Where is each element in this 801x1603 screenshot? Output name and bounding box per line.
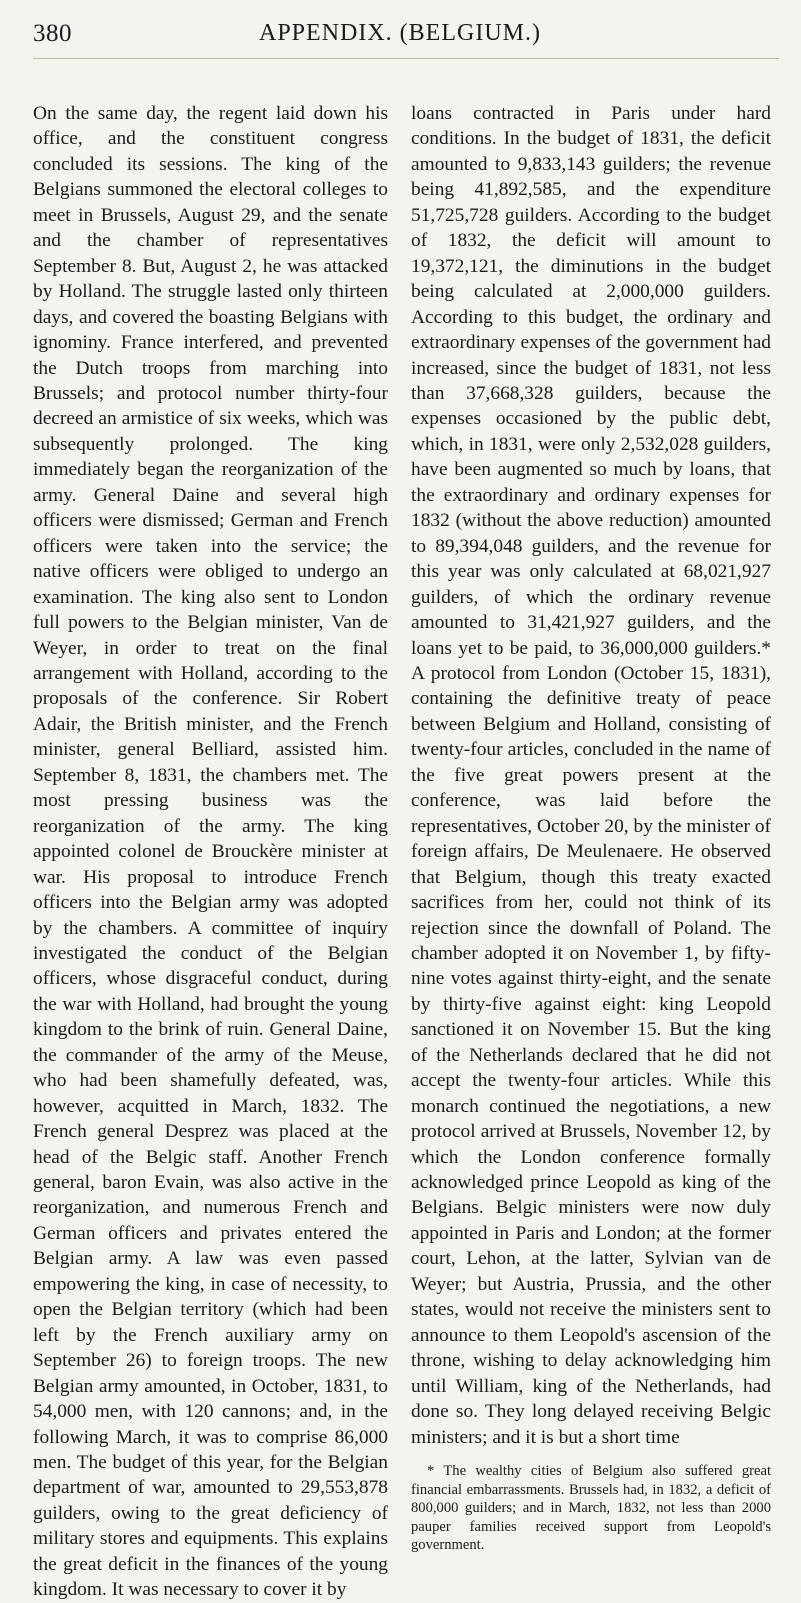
right-column (411, 101, 771, 1555)
left-column (33, 101, 388, 1603)
left-column-text: On the same day, the regent laid down his office, and the constituent congress concluded its sessions. The king of the Belgians summoned the electoral colleges to meet in Brussels, August 29, and the senate and the chamber of representatives September 8. But, August 2, he was attacked by Holland. The struggle lasted only thirteen days, and covered the boasting Belgians with ignominy. France interfered, and prevented the Dutch troops from marching into Brussels; and protocol number thirty-four decreed an armistice of six weeks, which was subsequently prolonged. The king immediately began the reorganization of the army. General Daine and several high officers were dismissed; German and French officers were taken into the service; the native officers were obliged to undergo an examination. The king also sent to London full powers to the Belgian minister, Van de Weyer, in order to treat on the final arrangement with Holland, according to the proposals of the conference. Sir Robert Adair, the British minister, and the French minister, general Belliard, assisted him. September 8, 1831, the chambers met. The most pressing business was the reorganization of the army. The king appointed colonel de Brouckère minister at war. His proposal to introduce French officers into the Belgian army was adopted by the chambers. A committee of inquiry investigated the conduct of the Belgian officers, whose disgraceful conduct, during the war with Holland, had brought the young kingdom to the brink of ruin. General Daine, the commander of the army of the Meuse, who had been shamefully defeated, was, however, acquitted in March, 1832. The French general Desprez was placed at the head of the Belgic staff. Another French general, baron Evain, was also active in the reorganization, and numerous French and German officers and privates entered the Belgian army. A law was even passed empowering the king, in case of necessity, to open the Belgian territory (which had been left by the French auxiliary army on September 26) to foreign troops. The new Belgian army amounted, in October, 1831, to 54,000 men, with 120 cannons; and, in the following March, it was to comprise 86,000 men. The budget of this year, for the Belgian department of war, amounted to 29,553,878 guilders, owing to the great deficiency of military stores and equipments. This explains the great deficit in the finances of the young kingdom. It was necessary to cover it by (33, 103, 388, 1601)
page-number: 380 (33, 20, 72, 47)
right-column-text: loans contracted in Paris under hard conditions. In the budget of 1831, the deficit amounted to 9,833,143 guilders; the revenue being 41,892,585, and the expenditure 51,725,728 guilders. According to the budget of 1832, the deficit will amount to 19,372,121, the diminutions in the budget being calculated at 2,000,000 guilders. According to this budget, the ordinary and extraordinary expenses of the government had increased, since the budget of 1831, not less than 37,668,328 guilders, because the expenses occasioned by the public debt, which, in 1831, were only 2,532,028 guilders, have been augmented so much by loans, that the extraordinary and ordinary expenses for 1832 (without the above reduction) amounted to 89,394,048 guilders, and the revenue for this year was only calculated at 68,021,927 guilders, of which the ordinary revenue amounted to 31,421,927 guilders, and the loans yet to be paid, to 36,000,000 guilders.* A protocol from London (October 15, 1831), containing the definitive treaty of peace between Belgium and Holland, consisting of twenty-four articles, concluded in the name of the five great powers present at the conference, was laid before the representatives, October 20, by the minister of foreign affairs, De Meulenaere. He observed that Belgium, though this treaty exacted sacrifices from her, could not think of its rejection since the downfall of Poland. The chamber adopted it on November 1, by fifty-nine votes against thirty-eight, and the senate by thirty-five against eight: king Leopold sanctioned it on November 15. But the king of the Netherlands declared that he did not accept the twenty-four articles. While this monarch continued the negotiations, a new protocol arrived at Brussels, November 12, by which the London conference formally acknowledged prince Leopold as king of the Belgians. Belgic ministers were now duly appointed in Paris and London; at the former court, Lehon, at the latter, Sylvian van de Weyer; but Austria, Prussia, and the other states, would not receive the ministers sent to announce to them Leopold's ascension of the throne, wishing to delay acknowledging him until William, king of the Netherlands, had done so. They long delayed receiving Belgic ministers; and it is but a short time (411, 103, 771, 1448)
running-header (33, 14, 779, 59)
running-title: APPENDIX. (BELGIUM.) (259, 20, 541, 46)
text-columns (33, 101, 779, 1601)
footnote-text: * The wealthy cities of Belgium also suffered great financial embarrassments. Brussels had, in 1832, a deficit of 800,000 guilders; and in March, 1832, not less than 2000 pauper families received support from Leopold's government. (411, 1463, 771, 1554)
footnote (411, 1462, 771, 1555)
